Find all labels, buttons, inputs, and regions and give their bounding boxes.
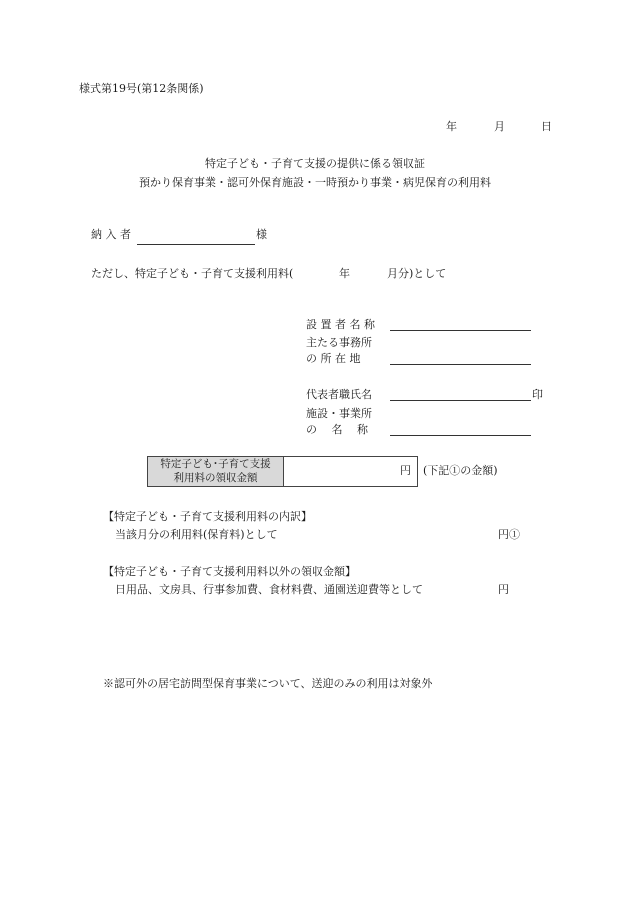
office-label-line1: 主たる事務所 — [306, 336, 372, 349]
footnote: ※認可外の居宅訪問型保育事業について、送迎のみの利用は対象外 — [103, 677, 433, 690]
office-label-line2: の 所 在 地 — [306, 352, 361, 365]
amount-label-line2: 利用料の領収金額 — [173, 472, 258, 484]
other-item: 日用品、文房具、行事参加費、食材料費、通園送迎費等として — [115, 583, 423, 596]
proviso-year: 年 — [339, 267, 350, 280]
title-line1: 特定子ども・子育て支援の提供に係る領収証 — [205, 157, 425, 170]
facility-label-line1: 施設・事業所 — [306, 407, 372, 420]
facility-label-line2: の 名 称 — [306, 423, 368, 436]
facility-name-field[interactable] — [390, 435, 531, 436]
form-number: 様式第19号(第12条関係) — [79, 82, 204, 95]
date-month: 月 — [494, 120, 505, 133]
seal-mark: 印 — [532, 388, 543, 401]
title-line2: 預かり保育事業・認可外保育施設・一時預かり事業・病児保育の利用料 — [139, 176, 491, 189]
office-address-field[interactable] — [390, 364, 531, 365]
amount-unit: 円 — [400, 464, 411, 477]
representative-field[interactable] — [390, 400, 531, 401]
payer-name-field[interactable] — [137, 244, 255, 245]
payer-honorific: 様 — [256, 228, 267, 241]
amount-value-field[interactable] — [287, 459, 393, 485]
amount-note: (下記①の金額) — [423, 464, 498, 477]
payer-label: 納 入 者 — [91, 228, 131, 241]
breakdown-unit: 円① — [498, 528, 520, 541]
proviso-suffix: 月分)として — [387, 267, 447, 280]
proviso-prefix: ただし、特定子ども・子育て支援利用料( — [91, 267, 294, 280]
other-heading: 【特定子ども・子育て支援利用料以外の領収金額】 — [103, 565, 356, 578]
other-unit: 円 — [498, 583, 509, 596]
breakdown-heading: 【特定子ども・子育て支援利用料の内訳】 — [103, 510, 312, 523]
establisher-field[interactable] — [390, 330, 531, 331]
amount-label-line1: 特定子ども･子育て支援 — [160, 458, 271, 470]
breakdown-item: 当該月分の利用料(保育料)として — [115, 528, 278, 541]
establisher-label: 設 置 者 名 称 — [306, 318, 375, 331]
date-year: 年 — [446, 120, 457, 133]
date-day: 日 — [541, 120, 552, 133]
representative-label: 代表者職氏名 — [306, 388, 372, 401]
